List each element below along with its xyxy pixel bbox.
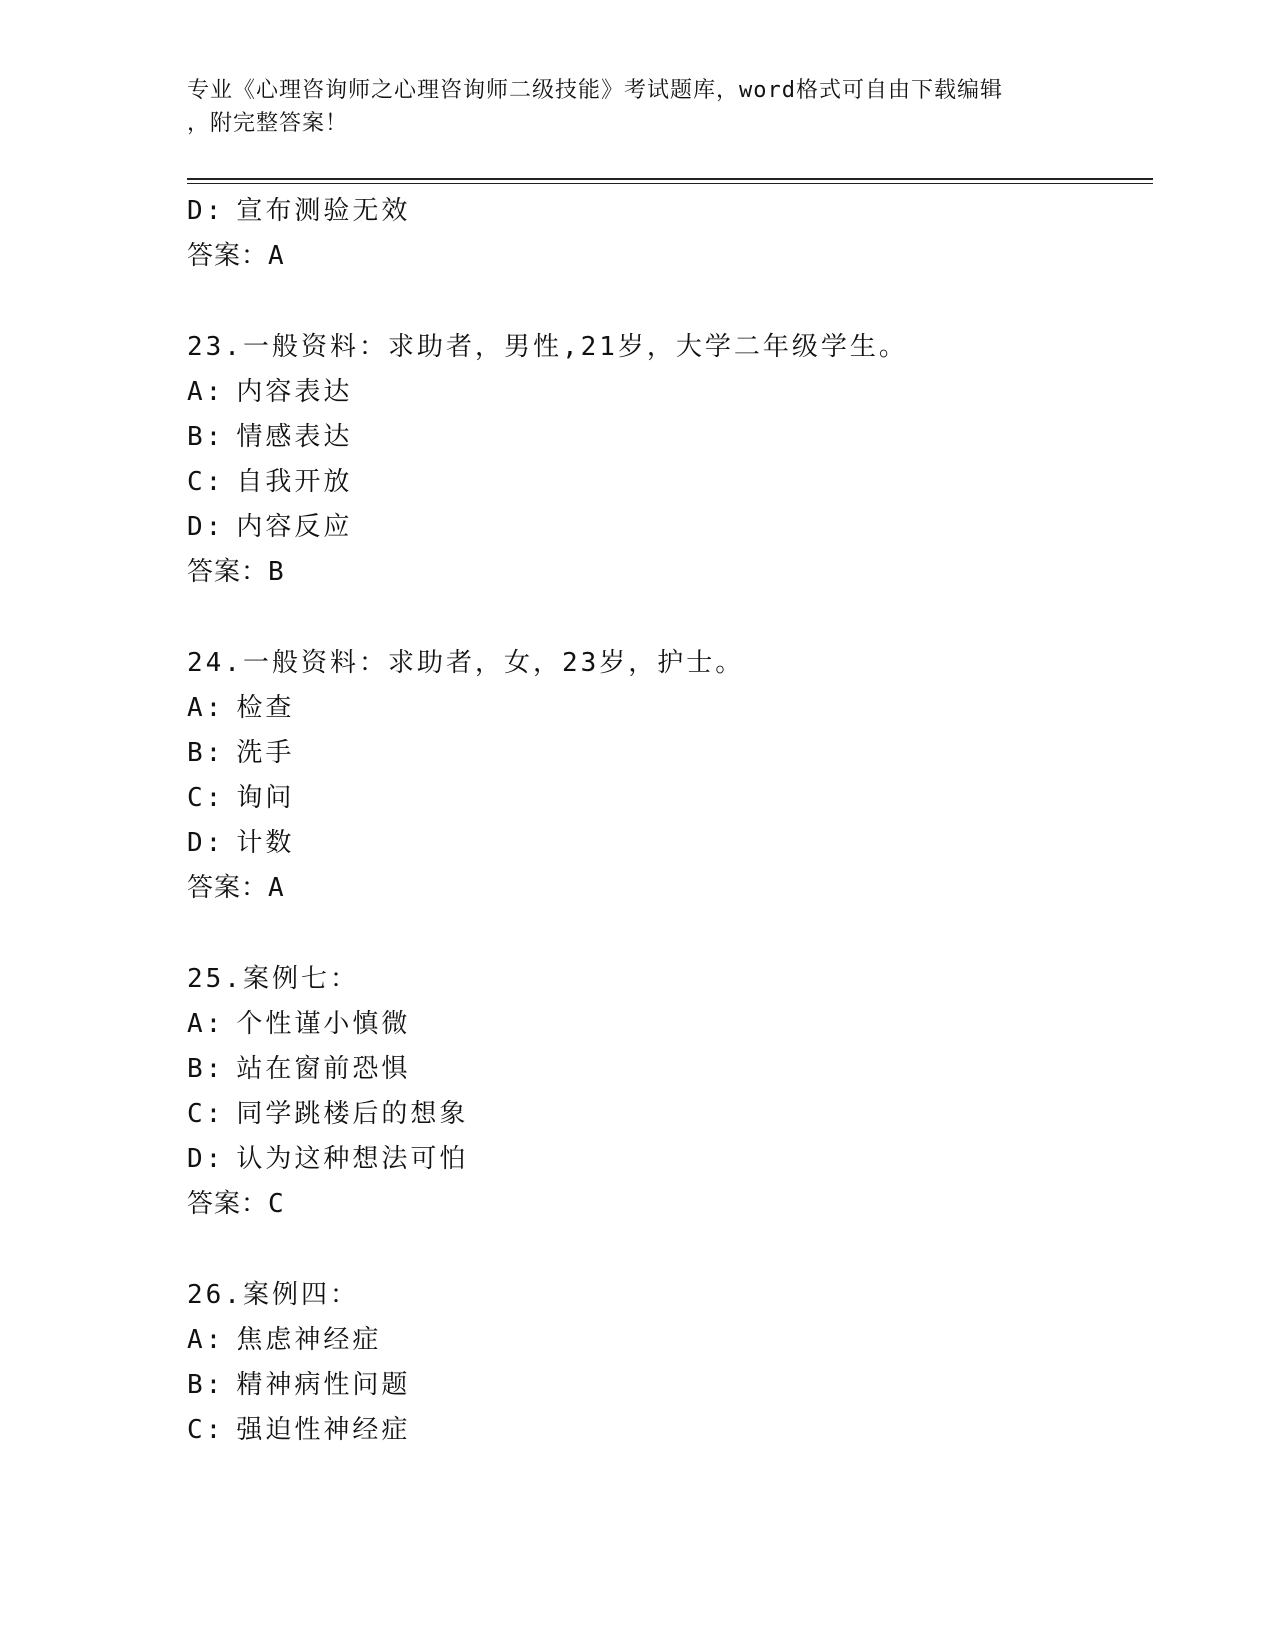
option-letter: A: <box>187 377 225 407</box>
answer-label: 答案： <box>187 1189 269 1219</box>
option-letter: A: <box>187 1009 225 1039</box>
option-c <box>187 776 1153 821</box>
option-letter: A: <box>187 1325 225 1355</box>
answer-label: 答案： <box>187 241 269 271</box>
option-b <box>187 1047 1153 1092</box>
option-text: 洗手 <box>236 738 295 768</box>
header-divider-thick <box>187 178 1153 180</box>
answer-line <box>187 1182 1153 1227</box>
question-spacer <box>187 595 1153 641</box>
option-letter: B: <box>187 738 225 768</box>
option-d <box>187 189 1153 234</box>
option-c <box>187 460 1153 505</box>
option-text: 站在窗前恐惧 <box>236 1054 411 1084</box>
option-a <box>187 1318 1153 1363</box>
page-header <box>187 74 1067 140</box>
option-letter: D: <box>187 512 225 542</box>
answer-line <box>187 550 1153 595</box>
option-text: 焦虑神经症 <box>236 1325 382 1355</box>
question-stem: 23.一般资料：求助者，男性,21岁，大学二年级学生。 <box>187 332 908 362</box>
option-a <box>187 1002 1153 1047</box>
option-text: 计数 <box>236 828 295 858</box>
answer-line <box>187 234 1153 279</box>
option-text: 个性谨小慎微 <box>236 1009 411 1039</box>
answer-line <box>187 866 1153 911</box>
option-d <box>187 1137 1153 1182</box>
answer-value: C <box>268 1189 285 1219</box>
option-letter: B: <box>187 422 225 452</box>
option-text: 宣布测验无效 <box>236 196 411 226</box>
option-text: 内容表达 <box>236 377 353 407</box>
answer-value: B <box>268 557 285 587</box>
question-stem: 24.一般资料：求助者，女，23岁，护士。 <box>187 648 745 678</box>
option-text: 询问 <box>236 783 295 813</box>
option-text: 同学跳楼后的想象 <box>236 1099 469 1129</box>
option-c <box>187 1408 1153 1453</box>
header-title-line-1: 专业《心理咨询师之心理咨询师二级技能》考试题库，word格式可自由下载编辑 <box>187 78 1003 103</box>
option-text: 精神病性问题 <box>236 1370 411 1400</box>
option-b <box>187 1363 1153 1408</box>
option-text: 检查 <box>236 693 295 723</box>
question-spacer <box>187 279 1153 325</box>
question-spacer <box>187 911 1153 957</box>
option-letter: C: <box>187 467 225 497</box>
option-letter: B: <box>187 1054 225 1084</box>
option-letter: D: <box>187 1144 225 1174</box>
option-letter: C: <box>187 1099 225 1129</box>
option-letter: D: <box>187 828 225 858</box>
option-c <box>187 1092 1153 1137</box>
option-text: 自我开放 <box>236 467 353 497</box>
option-d <box>187 821 1153 866</box>
option-letter: A: <box>187 693 225 723</box>
option-letter: D: <box>187 196 225 226</box>
question-list <box>187 189 1153 1453</box>
answer-label: 答案： <box>187 557 269 587</box>
question-stem: 26.案例四： <box>187 1280 359 1310</box>
option-text: 情感表达 <box>236 422 353 452</box>
answer-label: 答案： <box>187 873 269 903</box>
option-letter: B: <box>187 1370 225 1400</box>
option-text: 认为这种想法可怕 <box>236 1144 469 1174</box>
option-b <box>187 415 1153 460</box>
option-d <box>187 505 1153 550</box>
option-a <box>187 686 1153 731</box>
option-text: 强迫性神经症 <box>236 1415 411 1445</box>
option-letter: C: <box>187 783 225 813</box>
option-text: 内容反应 <box>236 512 353 542</box>
option-b <box>187 731 1153 776</box>
header-title-line-2: ，附完整答案！ <box>187 111 349 136</box>
option-a <box>187 370 1153 415</box>
question-stem: 25.案例七： <box>187 964 359 994</box>
header-divider-thin <box>187 183 1153 184</box>
question-spacer <box>187 1227 1153 1273</box>
answer-value: A <box>268 241 285 271</box>
option-letter: C: <box>187 1415 225 1445</box>
answer-value: A <box>268 873 285 903</box>
